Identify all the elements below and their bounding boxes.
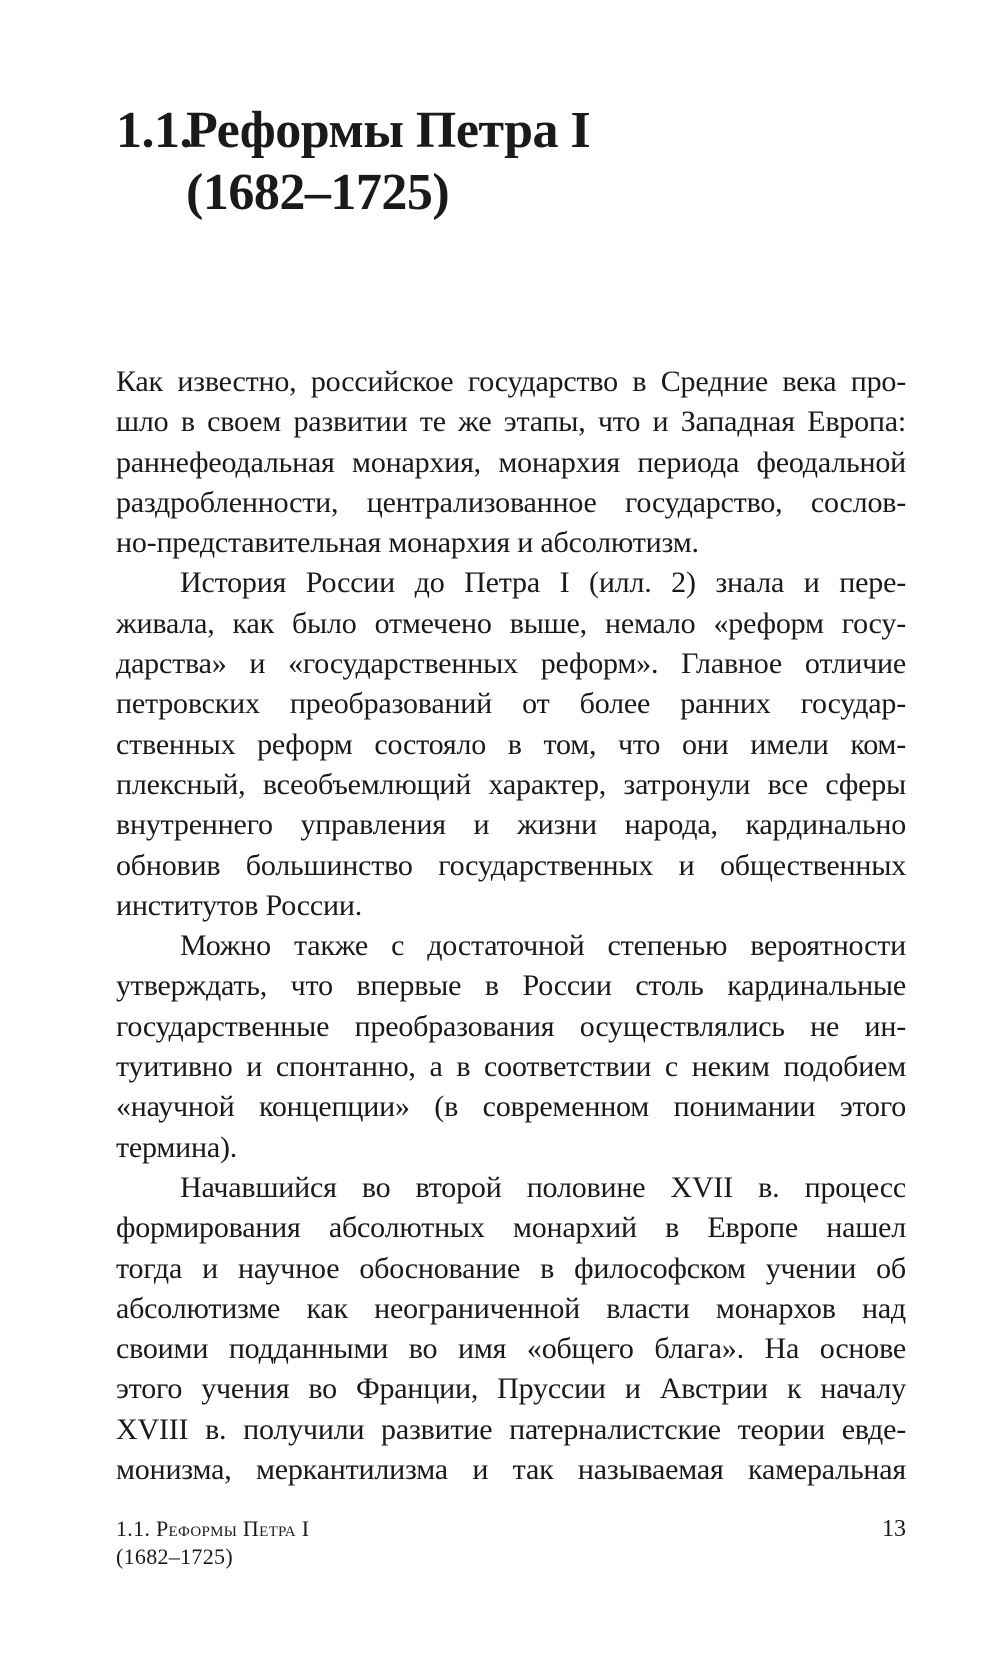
running-footer-years: (1682–1725): [116, 1544, 233, 1569]
text-line: внутреннего управления и жизни народа, кардинально: [116, 808, 906, 842]
body-text: [116, 362, 906, 1490]
text-line: этого учения во Франции, Пруссии и Австрии к началу: [116, 1372, 906, 1406]
running-footer-title: 1.1. Реформы Петра I: [116, 1516, 310, 1541]
text-line: раннефеодальная монархия, монархия периода феодальной: [116, 445, 906, 479]
section-title: Реформы Петра I: [186, 102, 591, 159]
text-line: Как известно, российское государство в Средние века про-: [116, 365, 906, 398]
text-line: петровских преобразований от более ранних государ-: [116, 687, 906, 721]
text-line: туитивно и спонтанно, а в соответствии с неким подобием: [116, 1050, 906, 1084]
text-line: ственных реформ состояло в том, что они имели ком-: [116, 727, 906, 761]
running-footer: [116, 1515, 309, 1571]
text-line: Начавшийся во второй половине XVII в. процесс: [180, 1170, 906, 1204]
page-number: 13: [882, 1516, 906, 1542]
text-line: История России до Петра I (илл. 2) знала и пере-: [180, 566, 906, 600]
text-line: Можно также с достаточной степенью вероятности: [180, 929, 906, 963]
text-line: термина).: [116, 1130, 238, 1164]
text-line: тогда и научное обоснование в философском учении об: [116, 1251, 906, 1285]
text-line: «научной концепции» (в современном понимании этого: [116, 1090, 906, 1124]
text-line: но-представительная монархия и абсолютизм.: [116, 526, 699, 560]
section-years: (1682–1725): [186, 164, 450, 221]
text-line: государственные преобразования осуществлялись не ин-: [116, 1009, 906, 1043]
text-line: шло в своем развитии те же этапы, что и Западная Европа:: [116, 405, 906, 439]
text-line: дарства» и «государственных реформ». Главное отличие: [116, 647, 906, 681]
text-line: монизма, меркантилизма и так называемая камеральная: [116, 1453, 906, 1487]
text-line: плексный, всеобъемлющий характер, затронули все сферы: [116, 767, 906, 801]
text-line: раздробленности, централизованное государство, сослов-: [116, 485, 906, 519]
text-line: абсолютизме как неограниченной власти монархов над: [116, 1291, 906, 1325]
text-line: XVIII в. получили развитие патерналистские теории евде-: [116, 1412, 906, 1446]
section-number: 1.1.: [116, 102, 192, 159]
section-heading-line-1: [116, 100, 896, 162]
text-line: институтов России.: [116, 888, 363, 922]
text-line: своими подданными во имя «общего блага». На основе: [116, 1332, 906, 1366]
text-line: живала, как было отмечено выше, немало «реформ госу-: [116, 606, 906, 640]
text-line: обновив большинство государственных и общественных: [116, 848, 906, 882]
section-heading: [116, 100, 896, 224]
text-line: утверждать, что впервые в России столь кардинальные: [116, 969, 906, 1003]
text-line: формирования абсолютных монархий в Европе нашел: [116, 1211, 906, 1245]
